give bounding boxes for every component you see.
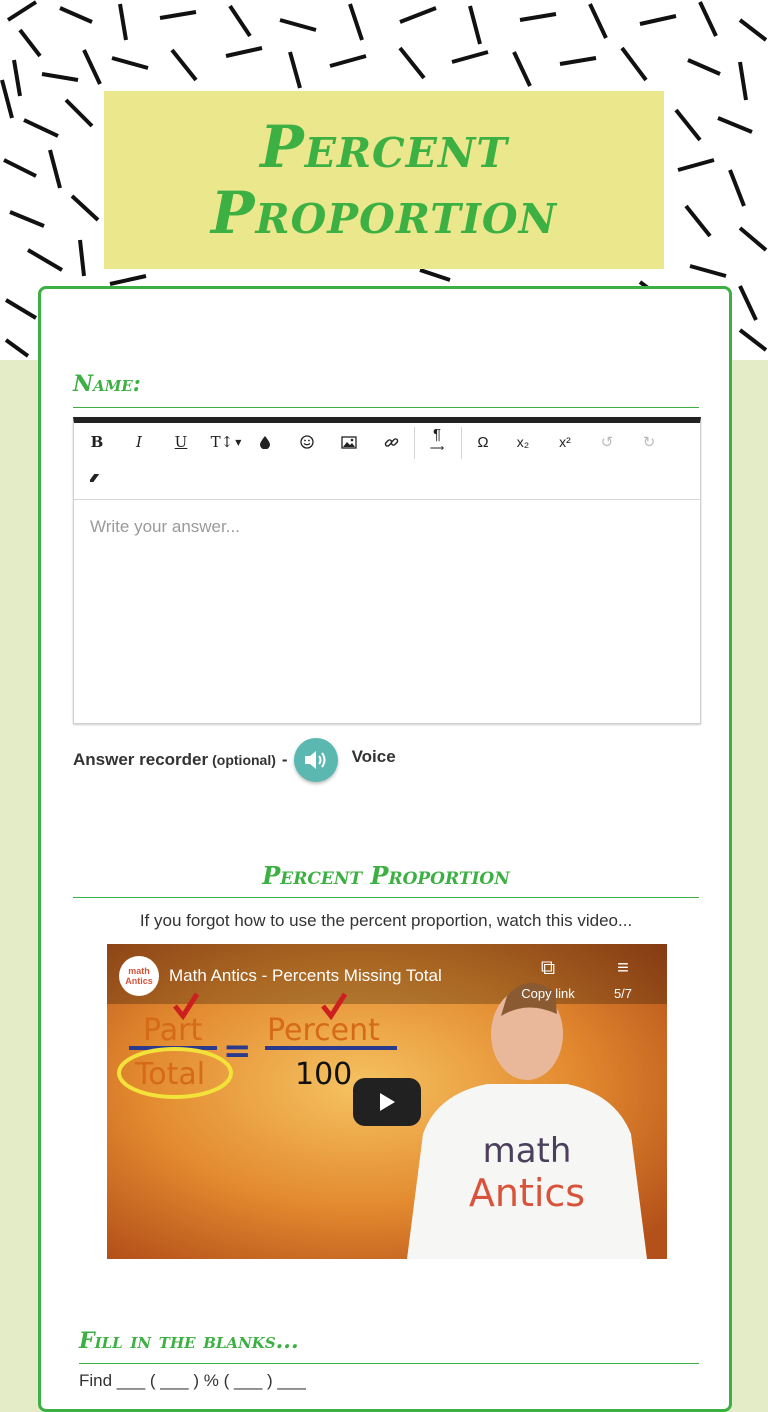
clear-formatting-button[interactable] [82,463,112,493]
answer-editor [73,417,701,724]
arrow-right-icon: ⟶ [429,443,445,454]
answer-placeholder: Write your answer... [90,517,240,536]
channel-avatar[interactable] [119,956,159,996]
undo-button[interactable] [592,427,622,457]
paragraph-direction-button[interactable] [422,427,452,457]
video-section-heading: Percent Proportion [73,859,699,898]
toolbar-divider [461,427,462,459]
chevron-down-icon: ▼ [235,437,242,447]
thumb-part-text: Part [143,1013,203,1048]
page-title-banner [104,91,664,269]
thumb-total-text: Total [135,1057,206,1092]
recorder-label: Answer recorder [73,750,209,769]
recorder-optional-label: (optional) [212,752,276,768]
undo-icon: ↺ [600,434,614,451]
video-player[interactable] [107,944,667,1259]
redo-icon: ↻ [642,434,656,451]
playlist-icon: ≡ [617,957,629,979]
color-drop-icon [259,435,271,449]
thumb-hundred-text: 100 [295,1057,353,1092]
emoji-button[interactable] [292,427,322,457]
playlist-count: 5/7 [613,986,633,1001]
font-size-label: T↕ [210,433,234,451]
answer-textarea[interactable] [90,517,240,537]
worksheet-card [38,286,732,1412]
insert-link-button[interactable] [376,427,406,457]
voice-label: Voice [351,747,396,766]
copy-link-button[interactable] [515,956,581,1001]
thumb-percent-text: Percent [267,1013,380,1048]
speaker-icon [303,748,329,772]
recorder-dash: - [281,750,288,769]
shirt-antics-text: Antics [468,1171,586,1215]
fill-section-heading: Fill in the blanks... [79,1325,699,1364]
copy-icon: ⧉ [540,957,556,979]
video-title[interactable]: Math Antics - Percents Missing Total [169,966,442,985]
redo-button[interactable] [634,427,664,457]
special-character-button[interactable]: Ω [477,433,489,451]
shirt-math-text: math [482,1131,572,1171]
play-button[interactable] [353,1078,421,1126]
paragraph-icon: ¶ [432,426,442,443]
link-icon [384,435,399,450]
copy-link-label: Copy link [521,986,575,1001]
superscript-button[interactable]: x² [559,434,571,450]
italic-button[interactable]: I [136,433,142,451]
voice-record-button[interactable] [294,738,338,782]
underline-button[interactable]: U [174,433,188,451]
channel-logo-text: math Antics [125,966,153,986]
toolbar-divider [414,427,415,459]
smiley-icon [300,435,314,449]
text-color-button[interactable] [250,427,280,457]
thumb-equals-text: = [223,1031,252,1071]
insert-image-button[interactable] [334,427,364,457]
play-icon [378,1092,396,1112]
bold-button[interactable]: B [90,433,104,451]
page-title: Percent Proportion [210,113,558,247]
answer-recorder [73,735,396,785]
playlist-button[interactable] [603,956,643,1001]
name-section-heading: Name: [73,369,699,408]
video-intro-text: If you forgot how to use the percent proportion, watch this video... [139,911,633,930]
eraser-icon [90,472,104,484]
fill-in-text: Find ___ ( ___ ) % ( ___ ) ___ [79,1371,306,1390]
subscript-button[interactable]: x₂ [516,434,530,450]
font-size-dropdown[interactable] [208,427,244,457]
editor-toolbar [74,423,700,500]
image-icon [341,436,357,449]
